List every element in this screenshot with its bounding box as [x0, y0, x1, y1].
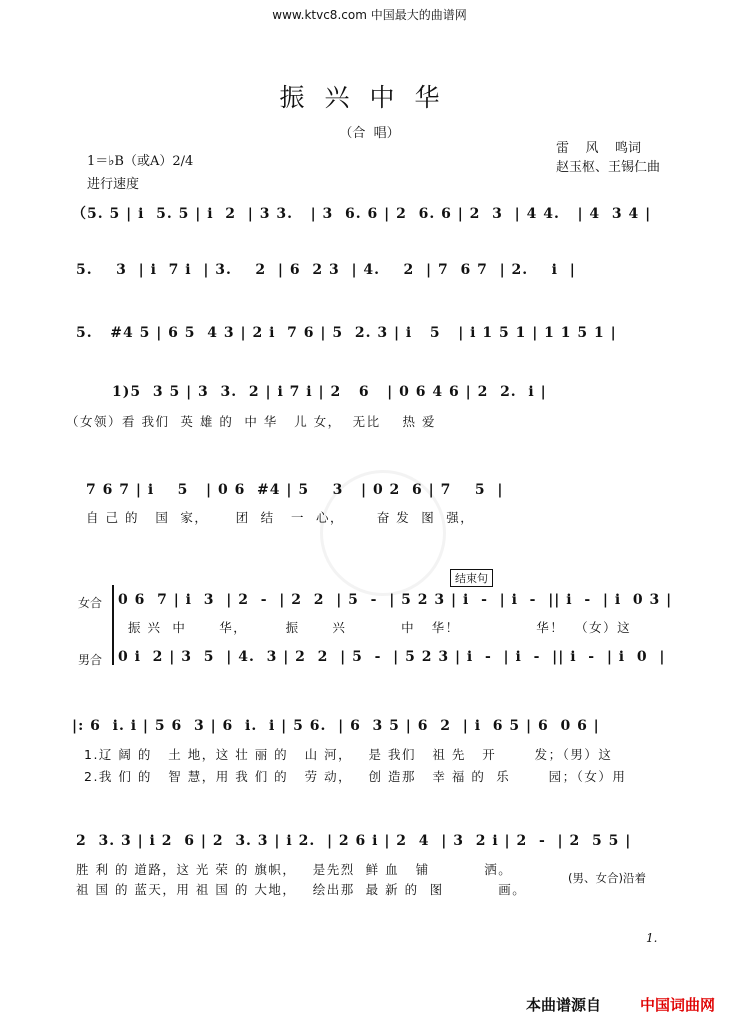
- lyrics-system-8-tail: (男、女合)沿着: [568, 871, 646, 885]
- score-system-3: 5. #4 5 | 6 5 4 3 | 2 i 7 6 | 5 2. 3 | i 5 | i 1 5 1 | 1 1 5 1 |: [76, 325, 617, 341]
- lyrics-system-4: （女领）看 我们 英 雄 的 中 华 儿 女， 无比 热 爱: [66, 414, 436, 429]
- song-subtitle: （合 唱）: [339, 126, 400, 141]
- score-system-2: 5. 3 | i 7 i | 3. 2 | 6 2 3 | 4. 2 | 7 6 7 | 2. i |: [76, 262, 576, 278]
- choir-bracket: [112, 585, 114, 665]
- female-choir-score: 0 6 7 | i 3 | 2 - | 2 2 | 5 - | 5 2 3 | i - | i - || i - | i 0 3 |: [118, 592, 673, 608]
- footer-source-label: 本曲谱源自: [526, 996, 602, 1014]
- lyrics-system-8-verse-2: 祖 国 的 蓝天，用 祖 国 的 大地， 绘出那 最 新 的 图 画。: [76, 882, 527, 897]
- page-number: 1.: [646, 931, 658, 945]
- lyrics-system-7-verse-2: 2.我 们 的 智 慧，用 我 们 的 劳 动， 创 造那 幸 福 的 乐 园；（女）用: [84, 769, 627, 784]
- score-system-8: 2 3. 3 | i 2 6 | 2 3. 3 | i 2. | 2 6 i | 2 4 | 3 2 i | 2 - | 2 5 5 |: [76, 833, 632, 849]
- lyricist: 雷 风 鸣词: [556, 141, 642, 156]
- male-choir-score: 0 i 2 | 3 5 | 4. 3 | 2 2 | 5 - | 5 2 3 | i - | i - || i - | i 0 |: [118, 649, 666, 665]
- song-title: 振兴中华: [279, 83, 460, 112]
- composer: 赵玉枢、王锡仁曲: [556, 160, 661, 175]
- score-system-5: 7 6 7 | i 5 | 0 6 #4 | 5 3 | 0 2 6 | 7 5 |: [86, 482, 504, 498]
- lyrics-system-8-verse-1: 胜 利 的 道路，这 光 荣 的 旗帜， 是先烈 鲜 血 铺 洒。: [76, 862, 513, 877]
- lyrics-system-5: 自 己 的 国 家， 团 结 一 心， 奋 发 图 强，: [86, 510, 475, 525]
- ending-phrase-box: 结束句: [450, 569, 493, 587]
- footer-site-name[interactable]: 中国词曲网: [640, 996, 716, 1014]
- score-system-4: 1)5 3 5 | 3 3. 2 | i 7 i | 2 6 | 0 6 4 6 | 2 2. i |: [112, 384, 547, 400]
- tempo-marking: 进行速度: [87, 177, 140, 192]
- key-signature: 1＝♭B（或A）2/4: [87, 154, 194, 169]
- site-header: www.ktvc8.com 中国最大的曲谱网: [272, 8, 467, 22]
- male-choir-label: 男合: [78, 653, 103, 667]
- female-choir-label: 女合: [78, 596, 103, 610]
- score-system-7: |: 6 i. i | 5 6 3 | 6 i. i | 5 6. | 6 3 5 | 6 2 | i 6 5 | 6 0 6 |: [72, 718, 600, 734]
- female-choir-lyrics: 振 兴 中 华， 振 兴 中 华！ 华！ （女）这: [128, 620, 632, 635]
- score-system-1: （5. 5 | i 5. 5 | i 2 | 3 3. | 3 6. 6 | 2 6. 6 | 2 3 | 4 4. | 4 3 4 |: [72, 206, 652, 222]
- lyrics-system-7-verse-1: 1.辽 阔 的 土 地，这 壮 丽 的 山 河， 是 我们 祖 先 开 发；（男）这: [84, 747, 613, 762]
